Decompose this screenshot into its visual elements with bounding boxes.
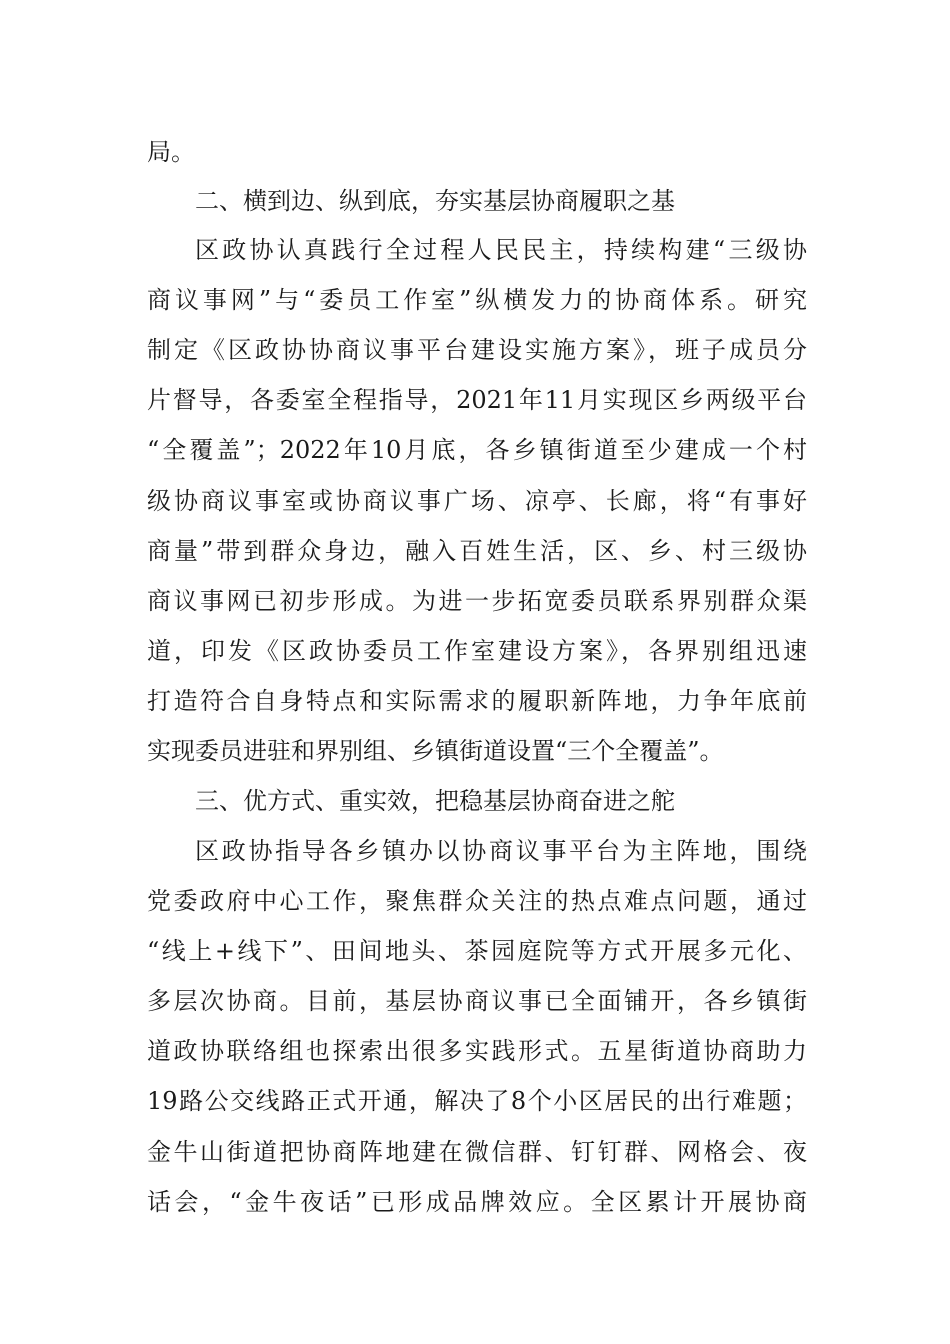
paragraph-line: 制定《区政协协商议事平台建设实施方案》，班子成员分 — [147, 336, 807, 364]
paragraph-line: 党委政府中心工作，聚焦群众关注的热点难点问题，通过 — [147, 887, 807, 915]
paragraph-line: 商议事网”与“委员工作室”纵横发力的协商体系。研究 — [147, 286, 807, 314]
section-heading-2: 二、横到边、纵到底，夯实基层协商履职之基 — [195, 187, 675, 215]
paragraph-line: 道，印发《区政协委员工作室建设方案》，各界别组迅速 — [147, 637, 807, 665]
paragraph-line: 多层次协商。目前，基层协商议事已全面铺开，各乡镇街 — [147, 987, 807, 1015]
paragraph-line: 19路公交线路正式开通，解决了8个小区居民的出行难题； — [147, 1087, 807, 1115]
paragraph-line: 区政协认真践行全过程人民民主，持续构建“三级协 — [195, 236, 807, 264]
paragraph-line: 打造符合自身特点和实际需求的履职新阵地，力争年底前 — [147, 687, 807, 715]
paragraph-line: 区政协指导各乡镇办以协商议事平台为主阵地，围绕 — [195, 837, 807, 865]
paragraph-line: 商议事网已初步形成。为进一步拓宽委员联系界别群众渠 — [147, 587, 807, 615]
paragraph-line: 话会，“金牛夜话”已形成品牌效应。全区累计开展协商 — [147, 1188, 807, 1216]
carry-over-line: 局。 — [147, 138, 195, 166]
paragraph-line: 级协商议事室或协商议事广场、凉亭、长廊，将“有事好 — [147, 487, 807, 515]
paragraph-line: 金牛山街道把协商阵地建在微信群、钉钉群、网格会、夜 — [147, 1138, 807, 1166]
paragraph-line: 实现委员进驻和界别组、乡镇街道设置“三个全覆盖”。 — [147, 737, 724, 765]
paragraph-line: “全覆盖”；2022年10月底，各乡镇街道至少建成一个村 — [147, 436, 807, 464]
section-heading-3: 三、优方式、重实效，把稳基层协商奋进之舵 — [195, 787, 675, 815]
paragraph-line: 道政协联络组也探索出很多实践形式。五星街道协商助力 — [147, 1037, 807, 1065]
paragraph-line: 片督导，各委室全程指导，2021年11月实现区乡两级平台 — [147, 386, 807, 414]
paragraph-line: 商量”带到群众身边，融入百姓生活，区、乡、村三级协 — [147, 537, 807, 565]
paragraph-line: “线上+线下”、田间地头、茶园庭院等方式开展多元化、 — [147, 937, 807, 965]
